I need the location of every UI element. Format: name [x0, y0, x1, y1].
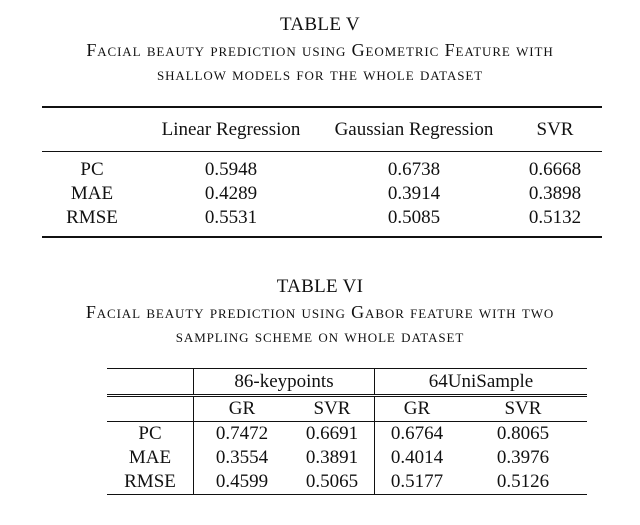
table5-caption-line1: Facial beauty prediction using Geometric Feature with: [86, 40, 554, 60]
table6-subheader: SVR: [290, 396, 375, 422]
table-row: [42, 152, 602, 183]
table6-subheader: GR: [194, 396, 291, 422]
table5-label: TABLE V: [280, 14, 360, 35]
table6-group-header: 86-keypoints: [194, 369, 375, 396]
table-cell: 0.5948: [204, 159, 258, 180]
table6-group-header: 64UniSample: [375, 369, 588, 396]
table-cell: 0.4014: [390, 447, 444, 468]
row-metric: PC: [80, 159, 104, 180]
table-cell: 0.6668: [528, 159, 582, 180]
table-cell: 0.6738: [387, 159, 441, 180]
table-cell: 0.5132: [528, 207, 582, 228]
row-metric: MAE: [107, 446, 194, 470]
table6-group-row: [107, 369, 587, 396]
row-metric: PC: [107, 422, 194, 447]
table-cell: 0.5177: [375, 470, 460, 495]
table5-caption: [0, 38, 640, 86]
table6-corner-cell: [107, 369, 194, 396]
table6-caption-line2: sampling scheme on whole dataset: [175, 326, 465, 346]
table-cell: 0.4289: [204, 183, 258, 204]
table-cell: 0.3976: [496, 447, 550, 468]
row-metric: RMSE: [107, 470, 194, 495]
table-row: [107, 446, 587, 470]
table5-caption-line2: shallow models for the whole dataset: [156, 64, 484, 84]
table-cell: 0.4599: [194, 470, 291, 495]
row-metric: RMSE: [66, 207, 118, 228]
table-cell: 0.5085: [387, 207, 441, 228]
table5-header-cell: [42, 107, 142, 152]
table-cell: 0.3914: [387, 183, 441, 204]
table-row: [42, 182, 602, 206]
table6-subheader-row: [107, 396, 587, 422]
table5-header-cell: Gaussian Regression: [334, 118, 494, 140]
table-cell: 0.6764: [375, 422, 460, 447]
table6-subheader: GR: [375, 396, 460, 422]
table-cell: 0.5531: [204, 207, 258, 228]
table-cell: 0.6691: [290, 422, 375, 447]
table-cell: 0.5126: [459, 470, 587, 495]
table-row: [107, 422, 587, 447]
table-cell: 0.3554: [215, 447, 269, 468]
table5-header-row: [42, 107, 602, 152]
table-row: [42, 206, 602, 237]
row-metric: MAE: [70, 183, 114, 204]
table6-corner-cell: [107, 396, 194, 422]
table6-caption: [0, 300, 640, 348]
table-cell: 0.7472: [194, 422, 291, 447]
table-cell: 0.3898: [528, 183, 582, 204]
table-cell: 0.5065: [290, 470, 375, 495]
table6: [107, 368, 587, 495]
table6-label: TABLE VI: [276, 276, 364, 297]
table6-subheader: SVR: [459, 396, 587, 422]
table-cell: 0.3891: [290, 446, 375, 470]
table-cell: 0.8065: [459, 422, 587, 447]
table5-header-cell: Linear Regression: [161, 118, 301, 140]
table5-header-cell: SVR: [536, 118, 574, 140]
table5: [42, 106, 602, 238]
table-row: [107, 470, 587, 495]
table6-caption-line1: Facial beauty prediction using Gabor feature with two: [85, 302, 555, 322]
